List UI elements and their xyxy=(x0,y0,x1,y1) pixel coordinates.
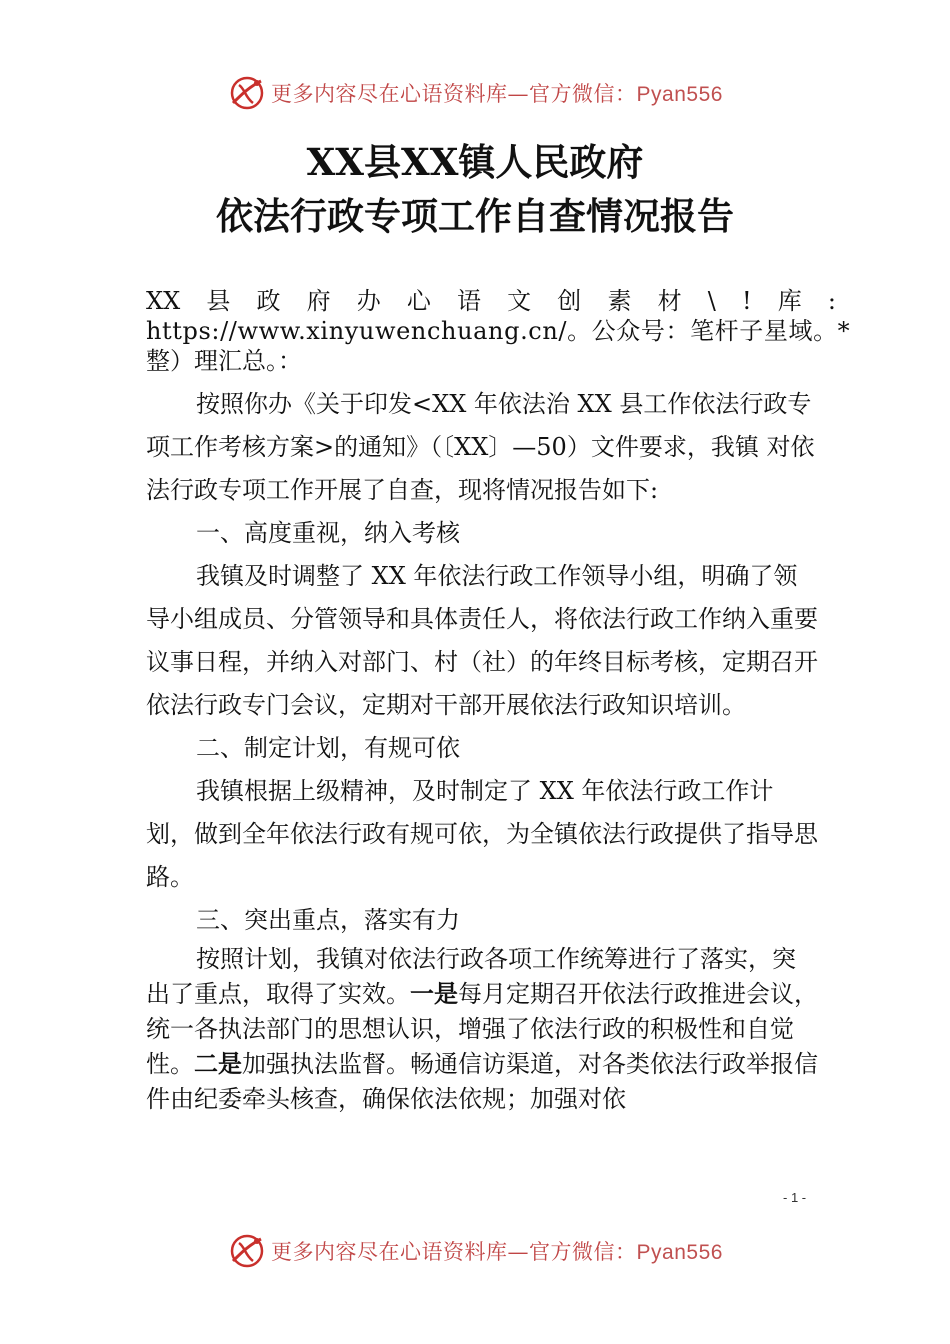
footer-banner xyxy=(0,1228,950,1274)
source-char: 县 xyxy=(206,287,231,315)
document-body xyxy=(146,383,818,1117)
section-heading-2: 二、制定计划，有规可依 xyxy=(196,734,460,762)
logo-icon xyxy=(227,73,267,113)
source-url-line: https://www.xinyuwenchuang.cn/。公众号：笔杆子星域。* xyxy=(146,317,851,345)
point-one-label: 一是 xyxy=(410,981,458,1008)
document-title-line-2: 依法行政专项工作自查情况报告 xyxy=(216,194,734,238)
page-number: - 1 - xyxy=(783,1190,807,1205)
section-heading-1: 一、高度重视，纳入考核 xyxy=(196,519,460,547)
source-char: ! xyxy=(741,287,752,315)
intro-paragraph: 按照你办《关于印发<XX 年依法治 XX 县工作依法行政专项工作考核方案>的通知》（〔XX〕—50）文件要求，我镇 对依法行政专项工作开展了自查，现将情况报告如下: xyxy=(146,390,815,504)
source-char: 创 xyxy=(557,287,582,315)
paragraph-3-text: 每月定期召开依法行政推进会议，统一各执法部门的思想认识，增强了依法行政的积极性和自觉性。 xyxy=(146,980,818,1078)
source-char: 库 xyxy=(777,287,802,315)
source-char: : xyxy=(827,287,836,315)
source-char: \ xyxy=(707,287,716,315)
section-paragraph-2: 我镇根据上级精神，及时制定了 XX 年依法行政工作计划，做到全年依法行政有规可依，为全镇依法行政提供了指导思路。 xyxy=(146,777,818,891)
banner-wechat-id: Pyan556 xyxy=(636,83,723,106)
section-paragraph-3 xyxy=(146,942,818,1117)
source-note xyxy=(146,286,851,376)
source-char: 府 xyxy=(306,287,331,315)
source-char: 办 xyxy=(356,287,381,315)
source-char: 素 xyxy=(607,287,632,315)
document-title-line-1: XX县XX镇人民政府 xyxy=(306,140,644,184)
paragraph-3-text: 按照计划，我镇对依法行政各项工作统筹进行了落实，突出了重点，取得了实效。 xyxy=(146,945,796,1008)
point-two-label: 二是 xyxy=(194,1051,242,1078)
logo-icon xyxy=(227,1231,267,1271)
source-char: XX xyxy=(146,287,181,315)
source-char: 文 xyxy=(507,287,532,315)
source-char: 政 xyxy=(256,287,281,315)
header-banner xyxy=(0,70,950,116)
source-row-3: 整）理汇总。： xyxy=(146,347,302,375)
source-char: 语 xyxy=(457,287,482,315)
source-char: 心 xyxy=(406,287,431,315)
paragraph-3-text: 加强执法监督。畅通信访渠道，对各类依法行政举报信件由纪委牵头核查，确保依法依规；加强对依 xyxy=(146,1050,818,1113)
source-row-1 xyxy=(146,286,836,316)
section-heading-3: 三、突出重点，落实有力 xyxy=(196,906,460,934)
source-char: 材 xyxy=(657,287,682,315)
banner-text: 更多内容尽在心语资料库—官方微信：Pyan556 xyxy=(271,1240,723,1264)
section-paragraph-1: 我镇及时调整了 XX 年依法行政工作领导小组，明确了领导小组成员、分管领导和具体责任人，将依法行政工作纳入重要议事日程，并纳入对部门、村（社）的年终目标考核，定期召开依法行政专门会议，定期对干部开展依法行政知识培训。 xyxy=(146,562,818,719)
banner-wechat-id: Pyan556 xyxy=(636,1241,723,1264)
banner-text: 更多内容尽在心语资料库—官方微信：Pyan556 xyxy=(271,82,723,106)
